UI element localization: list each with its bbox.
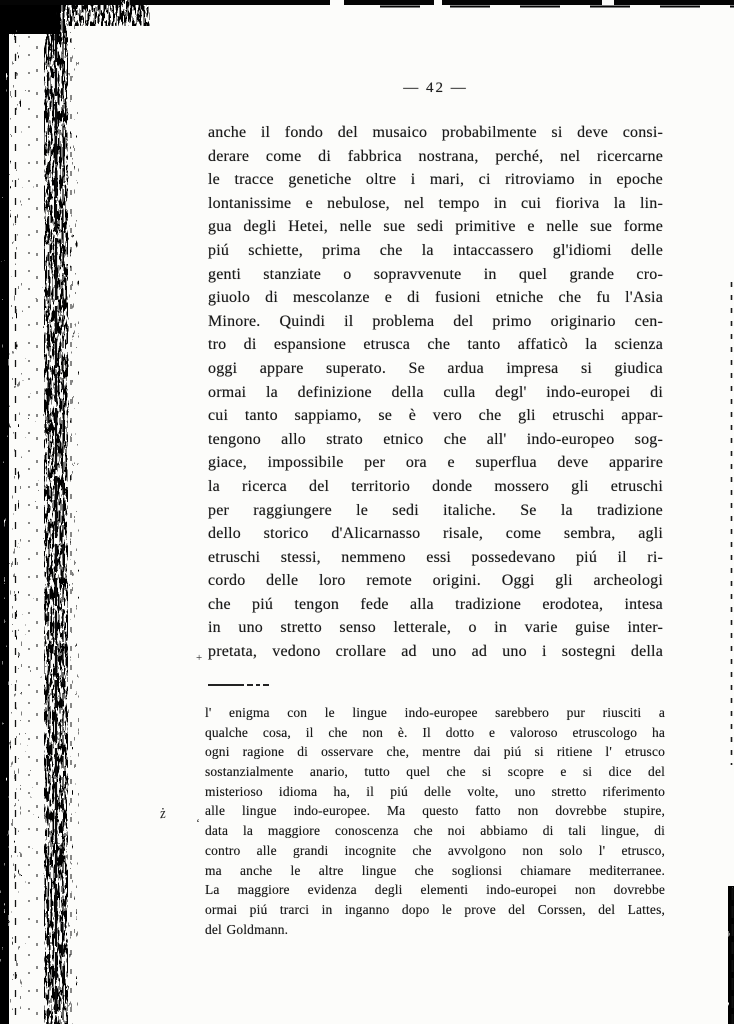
body-text-line: tro di espansione etrusca che tanto affaticò la scienza <box>208 336 663 354</box>
ink-stray-mark: + <box>196 652 203 664</box>
scan-top-edge <box>0 0 734 34</box>
body-text-line: per raggiungere le sedi italiche. Se la tradizione <box>208 501 663 519</box>
body-text-line: cordo delle loro remote origini. Oggi gli archeologi <box>208 572 663 590</box>
body-text-line: pretata, vedono crollare ad uno ad uno i sostegni della <box>208 643 663 661</box>
margin-annotation: ż <box>159 805 167 823</box>
body-text-line: giuolo di mescolanze e di fusioni etniche che fu l'Asia <box>208 289 663 307</box>
body-text-line: lontanissime e nebulose, nel tempo in cui fioriva la lin- <box>208 194 663 212</box>
scan-right-edge <box>728 282 734 1024</box>
footnote-separator <box>208 684 272 686</box>
footnote-line: l' enigma con le lingue indo-europee sarebbero pur riusciti a <box>205 705 665 720</box>
footnote-line: alle lingue indo-europee. Ma questo fatto non dovrebbe stupire, <box>205 803 665 819</box>
footnote-line: ormai piú trarci in inganno dopo le prove del Corssen, del Lattes, <box>205 901 665 917</box>
body-text-line: Minore. Quindi il problema del primo originario cen- <box>208 312 663 330</box>
body-text-line: etruschi stessi, nemmeno essi possedevano piú il ri- <box>208 548 663 566</box>
body-text-line: in uno stretto senso letterale, o in varie guise inter- <box>208 619 663 637</box>
body-text-line: gua degli Hetei, nelle sue sedi primitive e nelle sue forme <box>208 218 663 236</box>
body-text-line: giace, impossibile per ora e superflua deve apparire <box>208 454 663 472</box>
body-text-line: tengono allo strato etnico che all' indo-europeo sog- <box>208 430 663 448</box>
body-text-line: piú schiette, prima che la intaccassero gl'idiomi delle <box>208 241 663 259</box>
footnote-line: contro alle grandi incognite che avvolgono non solo l' etrusco, <box>205 842 665 858</box>
body-text-line: oggi appare superato. Se ardua impresa si giudica <box>208 359 663 377</box>
body-text-line: genti stanziate o sopravvenute in quel grande cro- <box>208 265 663 283</box>
body-text-line: la ricerca del territorio donde mossero gli etruschi <box>208 477 663 495</box>
footnote-line: ma anche le altre lingue che soglionsi chiamare mediterranee. <box>205 862 665 878</box>
footnote-line: La maggiore evidenza degli elementi indo-europei non dovrebbe <box>205 882 665 898</box>
body-text-line: cui tanto sappiamo, se è vero che gli etruschi appar- <box>208 407 663 425</box>
body-text-line: dello storico d'Alicarnasso risale, come sembra, agli <box>208 525 663 543</box>
body-text-line: che piú tengon fede alla tradizione erodotea, intesa <box>208 595 663 613</box>
body-text-line: derare come di fabbrica nostrana, perché, nel ricercarne <box>208 147 663 165</box>
footnote-line: del Goldmann. <box>205 921 289 937</box>
footnote-line: qualche cosa, il che non è. Il dotto e valoroso etruscologo ha <box>205 724 665 740</box>
footnote-line: ogni ragione di osservare che, mentre dai piú si ritiene l' etrusco <box>205 744 665 760</box>
footnote-line: data la maggiore conoscenza che noi abbiamo di tali lingue, di <box>205 823 665 839</box>
margin-tick-mark: ‘ <box>196 816 200 830</box>
footnote <box>205 703 665 939</box>
footnote-line: misterioso idioma ha, il piú delle volte, uno stretto riferimento <box>205 783 665 799</box>
scan-noise-gutter <box>0 0 79 1024</box>
body-text-line: le tracce genetiche oltre i mari, ci ritroviamo in epoche <box>208 171 663 189</box>
body-text-line: ormai la definizione della culla degl' indo-europei di <box>208 383 663 401</box>
body-text <box>208 121 663 664</box>
page-number: — 42 — <box>403 80 468 96</box>
body-text-line: anche il fondo del musaico probabilmente si deve consi- <box>208 124 663 141</box>
footnote-line: sostanzialmente anario, tutto quel che si scopre e si dice del <box>205 764 665 780</box>
